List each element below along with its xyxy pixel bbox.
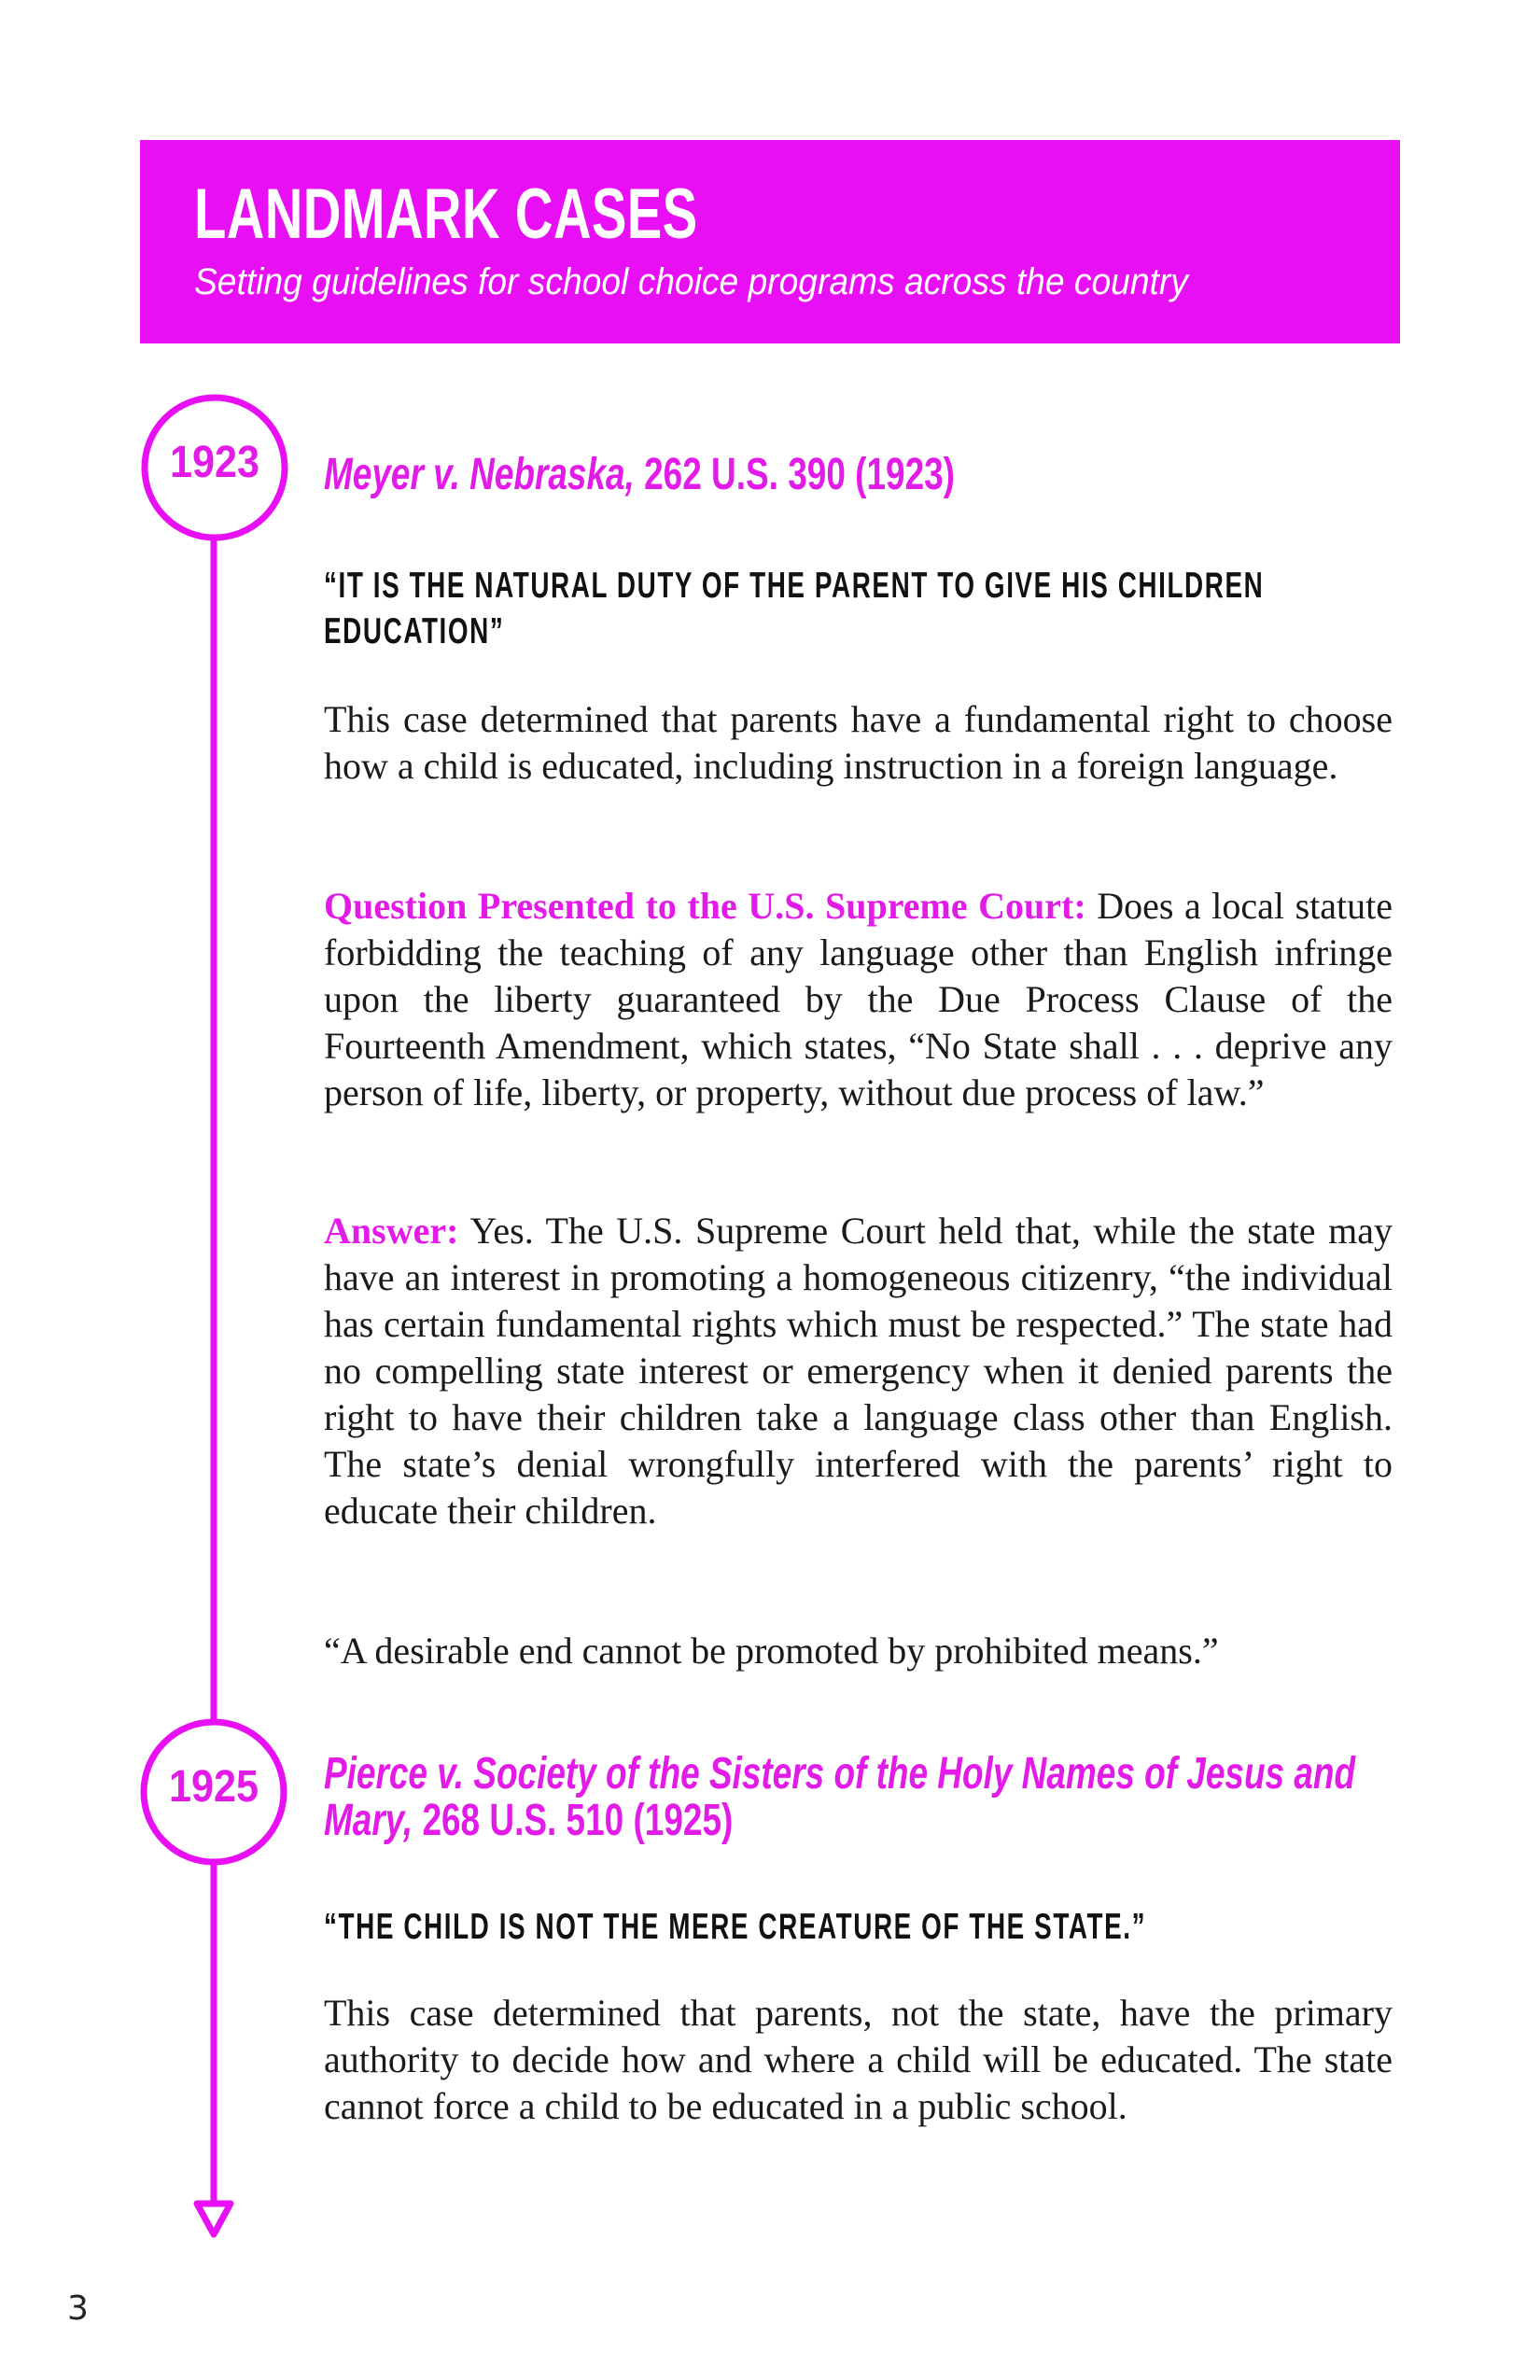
case-summary-meyer: This case determined that parents have a fundamental right to choose how a child is educated, including instruction in a foreign language. bbox=[324, 698, 1393, 787]
case-citation: 268 U.S. 510 (1925) bbox=[413, 1796, 734, 1845]
pull-quote-pierce: “THE CHILD IS NOT THE MERE CREATURE OF THE STATE.” bbox=[324, 1907, 1147, 1947]
case-name: Pierce v. Society of the Sisters of the Holy Names of Jesus and Mary, bbox=[324, 1749, 1356, 1845]
pull-quote-meyer: “IT IS THE NATURAL DUTY OF THE PARENT TO GIVE HIS CHILDREN EDUCATION” bbox=[324, 566, 1265, 651]
question-presented-meyer bbox=[324, 883, 1393, 1116]
case-summary-pierce: This case determined that parents, not the state, have the primary authority to decide how and where a child will be educated. The state cannot force a child to be educated in a public school. bbox=[324, 1992, 1393, 2127]
question-text: Does a local statute forbidding the teaching of any language other than English infringe upon the liberty guaranteed by the Due Process Clause of the Fourteenth Amendment, which states, “No State shall . . . deprive any person of life, liberty, or property, without due process of law.” bbox=[324, 885, 1393, 1113]
page-number: 3 bbox=[67, 2289, 89, 2328]
case-name: Meyer v. Nebraska, bbox=[324, 450, 635, 499]
question-label: Question Presented to the U.S. Supreme Court: bbox=[324, 885, 1086, 927]
answer-meyer bbox=[324, 1208, 1393, 1534]
down-arrow-icon bbox=[197, 2204, 231, 2234]
closing-quote-meyer: “A desirable end cannot be promoted by prohibited means.” bbox=[324, 1630, 1219, 1672]
case-citation: 262 U.S. 390 (1923) bbox=[634, 450, 955, 499]
page-title: LANDMARK CASES bbox=[194, 175, 698, 254]
year-badge-1925: 1925 bbox=[168, 1762, 259, 1812]
case-heading-meyer bbox=[324, 452, 1393, 498]
answer-text: Yes. The U.S. Supreme Court held that, while the state may have an interest in promoting a homogeneous citizenry, “the individual has certain fundamental rights which must be respected.” The state had no compelling state interest or emergency when it denied parents the right to have their children take a language class other than English. The state’s denial wrongfully interfered with the parents’ right to educate their children. bbox=[324, 1210, 1393, 1532]
answer-label: Answer: bbox=[324, 1210, 459, 1252]
case-heading-pierce bbox=[324, 1751, 1393, 1844]
year-badge-1923: 1923 bbox=[169, 438, 260, 487]
page-subtitle: Setting guidelines for school choice programs across the country bbox=[194, 261, 1188, 302]
